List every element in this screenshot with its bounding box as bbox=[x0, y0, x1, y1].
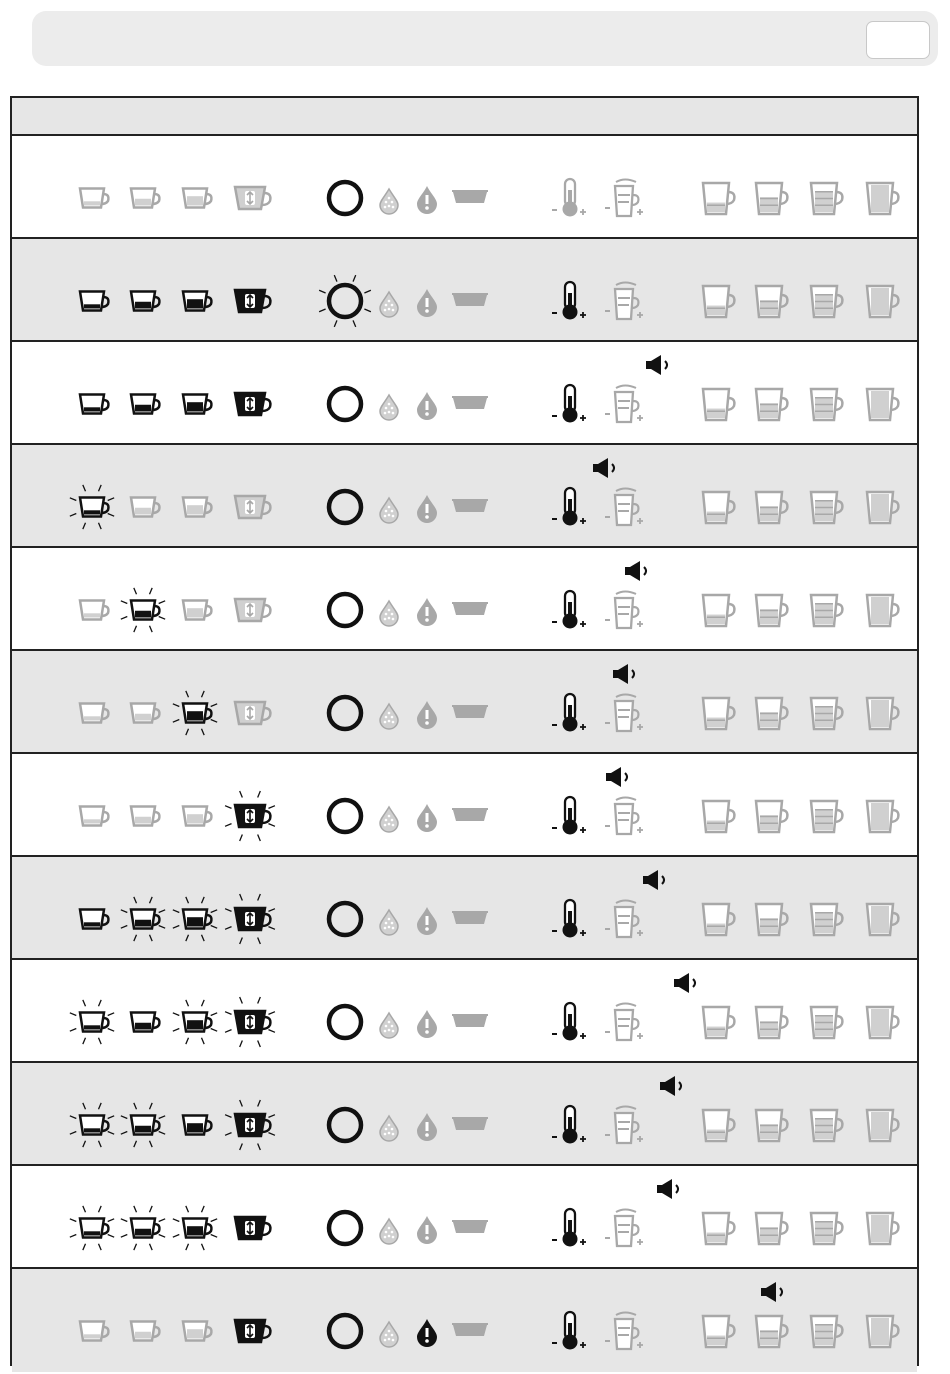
long-coffee-cup-icon bbox=[183, 601, 211, 620]
indicator-row bbox=[12, 960, 917, 1063]
espresso-level-icon bbox=[703, 1110, 734, 1141]
temperature-icon bbox=[552, 282, 586, 320]
espresso-level-icon bbox=[703, 595, 734, 626]
water-alert-icon bbox=[417, 804, 437, 832]
espresso-cup-icon bbox=[80, 1322, 108, 1341]
temperature-icon bbox=[552, 900, 586, 938]
espresso-cup-icon bbox=[80, 189, 108, 208]
row-icons bbox=[12, 1269, 917, 1372]
drip-tray-icon bbox=[452, 1118, 488, 1130]
espresso-cup-icon bbox=[80, 910, 108, 929]
long-coffee-cup-icon bbox=[173, 691, 217, 735]
volume-icon bbox=[605, 283, 643, 320]
coffee-level-icon bbox=[756, 389, 787, 420]
long-coffee-level-icon bbox=[811, 1316, 842, 1347]
coffee-cup-icon bbox=[121, 1206, 165, 1250]
long-coffee-level-icon bbox=[811, 904, 842, 935]
espresso-cup-icon bbox=[80, 807, 108, 826]
power-ring-icon bbox=[329, 491, 361, 523]
espresso-cup-icon bbox=[70, 1000, 114, 1044]
power-ring-icon bbox=[329, 1315, 361, 1347]
espresso-level-icon bbox=[703, 801, 734, 832]
long-coffee-cup-icon bbox=[173, 1206, 217, 1250]
drip-tray-icon bbox=[452, 191, 488, 203]
sound-icon bbox=[660, 1076, 681, 1096]
water-alert-icon bbox=[417, 701, 437, 729]
row-icons bbox=[12, 960, 917, 1063]
espresso-level-icon bbox=[703, 1316, 734, 1347]
full-cup-level-icon bbox=[867, 698, 898, 729]
coffee-level-icon bbox=[756, 1213, 787, 1244]
row-icons bbox=[12, 651, 917, 754]
full-cup-level-icon bbox=[867, 1316, 898, 1347]
coffee-level-icon bbox=[756, 1110, 787, 1141]
programmable-cup-icon bbox=[235, 1320, 270, 1342]
temperature-icon bbox=[552, 797, 586, 835]
descale-drops-icon bbox=[380, 292, 398, 317]
water-alert-icon bbox=[417, 1113, 437, 1141]
coffee-cup-icon bbox=[121, 897, 165, 941]
indicator-row bbox=[12, 445, 917, 548]
long-coffee-cup-icon bbox=[183, 498, 211, 517]
water-alert-icon bbox=[417, 1216, 437, 1244]
drip-tray-icon bbox=[452, 603, 488, 615]
power-ring-icon bbox=[329, 697, 361, 729]
coffee-cup-icon bbox=[131, 807, 159, 826]
coffee-cup-icon bbox=[131, 1013, 159, 1032]
indicator-row bbox=[12, 136, 917, 239]
programmable-cup-icon bbox=[235, 290, 270, 312]
programmable-cup-icon bbox=[235, 599, 270, 621]
sound-icon bbox=[625, 561, 646, 581]
descale-drops-icon bbox=[380, 601, 398, 626]
espresso-level-icon bbox=[703, 1213, 734, 1244]
descale-drops-icon bbox=[380, 395, 398, 420]
power-ring-icon bbox=[329, 800, 361, 832]
row-icons bbox=[12, 1166, 917, 1269]
long-coffee-cup-icon bbox=[183, 807, 211, 826]
volume-icon bbox=[605, 695, 643, 732]
indicator-table bbox=[10, 96, 919, 1366]
drip-tray-icon bbox=[452, 1015, 488, 1027]
coffee-level-icon bbox=[756, 1316, 787, 1347]
coffee-level-icon bbox=[756, 801, 787, 832]
water-alert-icon bbox=[417, 495, 437, 523]
espresso-level-icon bbox=[703, 286, 734, 317]
long-coffee-cup-icon bbox=[183, 292, 211, 311]
programmable-cup-icon bbox=[225, 1100, 275, 1150]
coffee-cup-icon bbox=[131, 395, 159, 414]
full-cup-level-icon bbox=[867, 286, 898, 317]
row-icons bbox=[12, 342, 917, 445]
water-alert-icon bbox=[417, 907, 437, 935]
long-coffee-level-icon bbox=[811, 183, 842, 214]
long-coffee-cup-icon bbox=[173, 897, 217, 941]
coffee-level-icon bbox=[756, 595, 787, 626]
row-icons bbox=[12, 548, 917, 651]
power-ring-icon bbox=[329, 388, 361, 420]
espresso-cup-icon bbox=[70, 1206, 114, 1250]
coffee-level-icon bbox=[756, 183, 787, 214]
coffee-level-icon bbox=[756, 286, 787, 317]
descale-drops-icon bbox=[380, 189, 398, 214]
drip-tray-icon bbox=[452, 706, 488, 718]
power-ring-icon bbox=[319, 275, 371, 327]
programmable-cup-icon bbox=[235, 393, 270, 415]
drip-tray-icon bbox=[452, 294, 488, 306]
volume-icon bbox=[605, 592, 643, 629]
sound-icon bbox=[613, 664, 634, 684]
row-icons bbox=[12, 239, 917, 342]
espresso-level-icon bbox=[703, 1007, 734, 1038]
temperature-icon bbox=[552, 1106, 586, 1144]
coffee-cup-icon bbox=[121, 588, 165, 632]
espresso-cup-icon bbox=[80, 704, 108, 723]
volume-icon bbox=[605, 1313, 643, 1350]
indicator-row bbox=[12, 342, 917, 445]
coffee-level-icon bbox=[756, 698, 787, 729]
indicator-row bbox=[12, 754, 917, 857]
row-icons bbox=[12, 445, 917, 548]
espresso-level-icon bbox=[703, 492, 734, 523]
full-cup-level-icon bbox=[867, 801, 898, 832]
power-ring-icon bbox=[329, 1212, 361, 1244]
water-alert-icon bbox=[417, 392, 437, 420]
espresso-cup-icon bbox=[80, 395, 108, 414]
full-cup-level-icon bbox=[867, 595, 898, 626]
programmable-cup-icon bbox=[235, 187, 270, 209]
full-cup-level-icon bbox=[867, 1110, 898, 1141]
programmable-cup-icon bbox=[235, 496, 270, 518]
temperature-icon bbox=[552, 488, 586, 526]
espresso-level-icon bbox=[703, 389, 734, 420]
long-coffee-level-icon bbox=[811, 1110, 842, 1141]
coffee-cup-icon bbox=[131, 498, 159, 517]
header-bar bbox=[32, 11, 938, 66]
power-ring-icon bbox=[329, 1006, 361, 1038]
descale-drops-icon bbox=[380, 1116, 398, 1141]
descale-drops-icon bbox=[380, 1013, 398, 1038]
sound-icon bbox=[646, 355, 667, 375]
sound-icon bbox=[674, 973, 695, 993]
volume-icon bbox=[605, 1107, 643, 1144]
long-coffee-level-icon bbox=[811, 698, 842, 729]
espresso-cup-icon bbox=[80, 292, 108, 311]
programmable-cup-icon bbox=[225, 997, 275, 1047]
indicator-row bbox=[12, 1269, 917, 1372]
descale-drops-icon bbox=[380, 1322, 398, 1347]
indicator-row bbox=[12, 1166, 917, 1269]
espresso-level-icon bbox=[703, 183, 734, 214]
full-cup-level-icon bbox=[867, 492, 898, 523]
long-coffee-cup-icon bbox=[173, 1000, 217, 1044]
water-alert-icon bbox=[417, 598, 437, 626]
temperature-icon bbox=[552, 591, 586, 629]
indicator-row bbox=[12, 651, 917, 754]
coffee-level-icon bbox=[756, 1007, 787, 1038]
volume-icon bbox=[605, 798, 643, 835]
descale-drops-icon bbox=[380, 498, 398, 523]
volume-icon bbox=[605, 901, 643, 938]
programmable-cup-icon bbox=[225, 791, 275, 841]
long-coffee-cup-icon bbox=[183, 1116, 211, 1135]
page-number-box bbox=[866, 21, 930, 59]
indicator-row bbox=[12, 1063, 917, 1166]
volume-icon bbox=[605, 180, 643, 217]
coffee-cup-icon bbox=[131, 189, 159, 208]
descale-drops-icon bbox=[380, 704, 398, 729]
drip-tray-icon bbox=[452, 500, 488, 512]
row-icons bbox=[12, 136, 917, 239]
full-cup-level-icon bbox=[867, 389, 898, 420]
coffee-cup-icon bbox=[131, 292, 159, 311]
indicator-row bbox=[12, 857, 917, 960]
power-ring-icon bbox=[329, 1109, 361, 1141]
drip-tray-icon bbox=[452, 912, 488, 924]
long-coffee-level-icon bbox=[811, 1213, 842, 1244]
long-coffee-level-icon bbox=[811, 1007, 842, 1038]
water-alert-icon bbox=[417, 186, 437, 214]
long-coffee-level-icon bbox=[811, 492, 842, 523]
indicator-row bbox=[12, 548, 917, 651]
coffee-cup-icon bbox=[131, 1322, 159, 1341]
volume-icon bbox=[605, 489, 643, 526]
espresso-cup-icon bbox=[80, 601, 108, 620]
row-icons bbox=[12, 1063, 917, 1166]
long-coffee-level-icon bbox=[811, 801, 842, 832]
volume-icon bbox=[605, 386, 643, 423]
power-ring-icon bbox=[329, 594, 361, 626]
sound-icon bbox=[657, 1179, 678, 1199]
long-coffee-level-icon bbox=[811, 389, 842, 420]
temperature-icon bbox=[552, 179, 586, 217]
full-cup-level-icon bbox=[867, 1213, 898, 1244]
drip-tray-icon bbox=[452, 809, 488, 821]
programmable-cup-icon bbox=[235, 702, 270, 724]
full-cup-level-icon bbox=[867, 183, 898, 214]
drip-tray-icon bbox=[452, 1324, 488, 1336]
programmable-cup-icon bbox=[235, 1217, 270, 1239]
descale-drops-icon bbox=[380, 910, 398, 935]
water-alert-icon bbox=[417, 1010, 437, 1038]
espresso-level-icon bbox=[703, 904, 734, 935]
power-ring-icon bbox=[329, 903, 361, 935]
volume-icon bbox=[605, 1004, 643, 1041]
temperature-icon bbox=[552, 1312, 586, 1350]
full-cup-level-icon bbox=[867, 1007, 898, 1038]
drip-tray-icon bbox=[452, 1221, 488, 1233]
water-alert-icon bbox=[417, 1319, 437, 1347]
drip-tray-icon bbox=[452, 397, 488, 409]
espresso-cup-icon bbox=[70, 485, 114, 529]
water-alert-icon bbox=[417, 289, 437, 317]
coffee-level-icon bbox=[756, 904, 787, 935]
power-ring-icon bbox=[329, 182, 361, 214]
coffee-cup-icon bbox=[131, 704, 159, 723]
full-cup-level-icon bbox=[867, 904, 898, 935]
espresso-cup-icon bbox=[70, 1103, 114, 1147]
sound-icon bbox=[606, 767, 627, 787]
long-coffee-cup-icon bbox=[183, 1322, 211, 1341]
temperature-icon bbox=[552, 1209, 586, 1247]
volume-icon bbox=[605, 1210, 643, 1247]
descale-drops-icon bbox=[380, 1219, 398, 1244]
long-coffee-cup-icon bbox=[183, 395, 211, 414]
long-coffee-level-icon bbox=[811, 286, 842, 317]
sound-icon bbox=[593, 458, 614, 478]
row-icons bbox=[12, 857, 917, 960]
coffee-cup-icon bbox=[121, 1103, 165, 1147]
sound-icon bbox=[761, 1282, 782, 1302]
row-icons bbox=[12, 754, 917, 857]
long-coffee-cup-icon bbox=[183, 189, 211, 208]
indicator-row bbox=[12, 239, 917, 342]
long-coffee-level-icon bbox=[811, 595, 842, 626]
descale-drops-icon bbox=[380, 807, 398, 832]
espresso-level-icon bbox=[703, 698, 734, 729]
temperature-icon bbox=[552, 385, 586, 423]
temperature-icon bbox=[552, 1003, 586, 1041]
temperature-icon bbox=[552, 694, 586, 732]
coffee-level-icon bbox=[756, 492, 787, 523]
programmable-cup-icon bbox=[225, 894, 275, 944]
table-header bbox=[12, 98, 917, 136]
sound-icon bbox=[643, 870, 664, 890]
